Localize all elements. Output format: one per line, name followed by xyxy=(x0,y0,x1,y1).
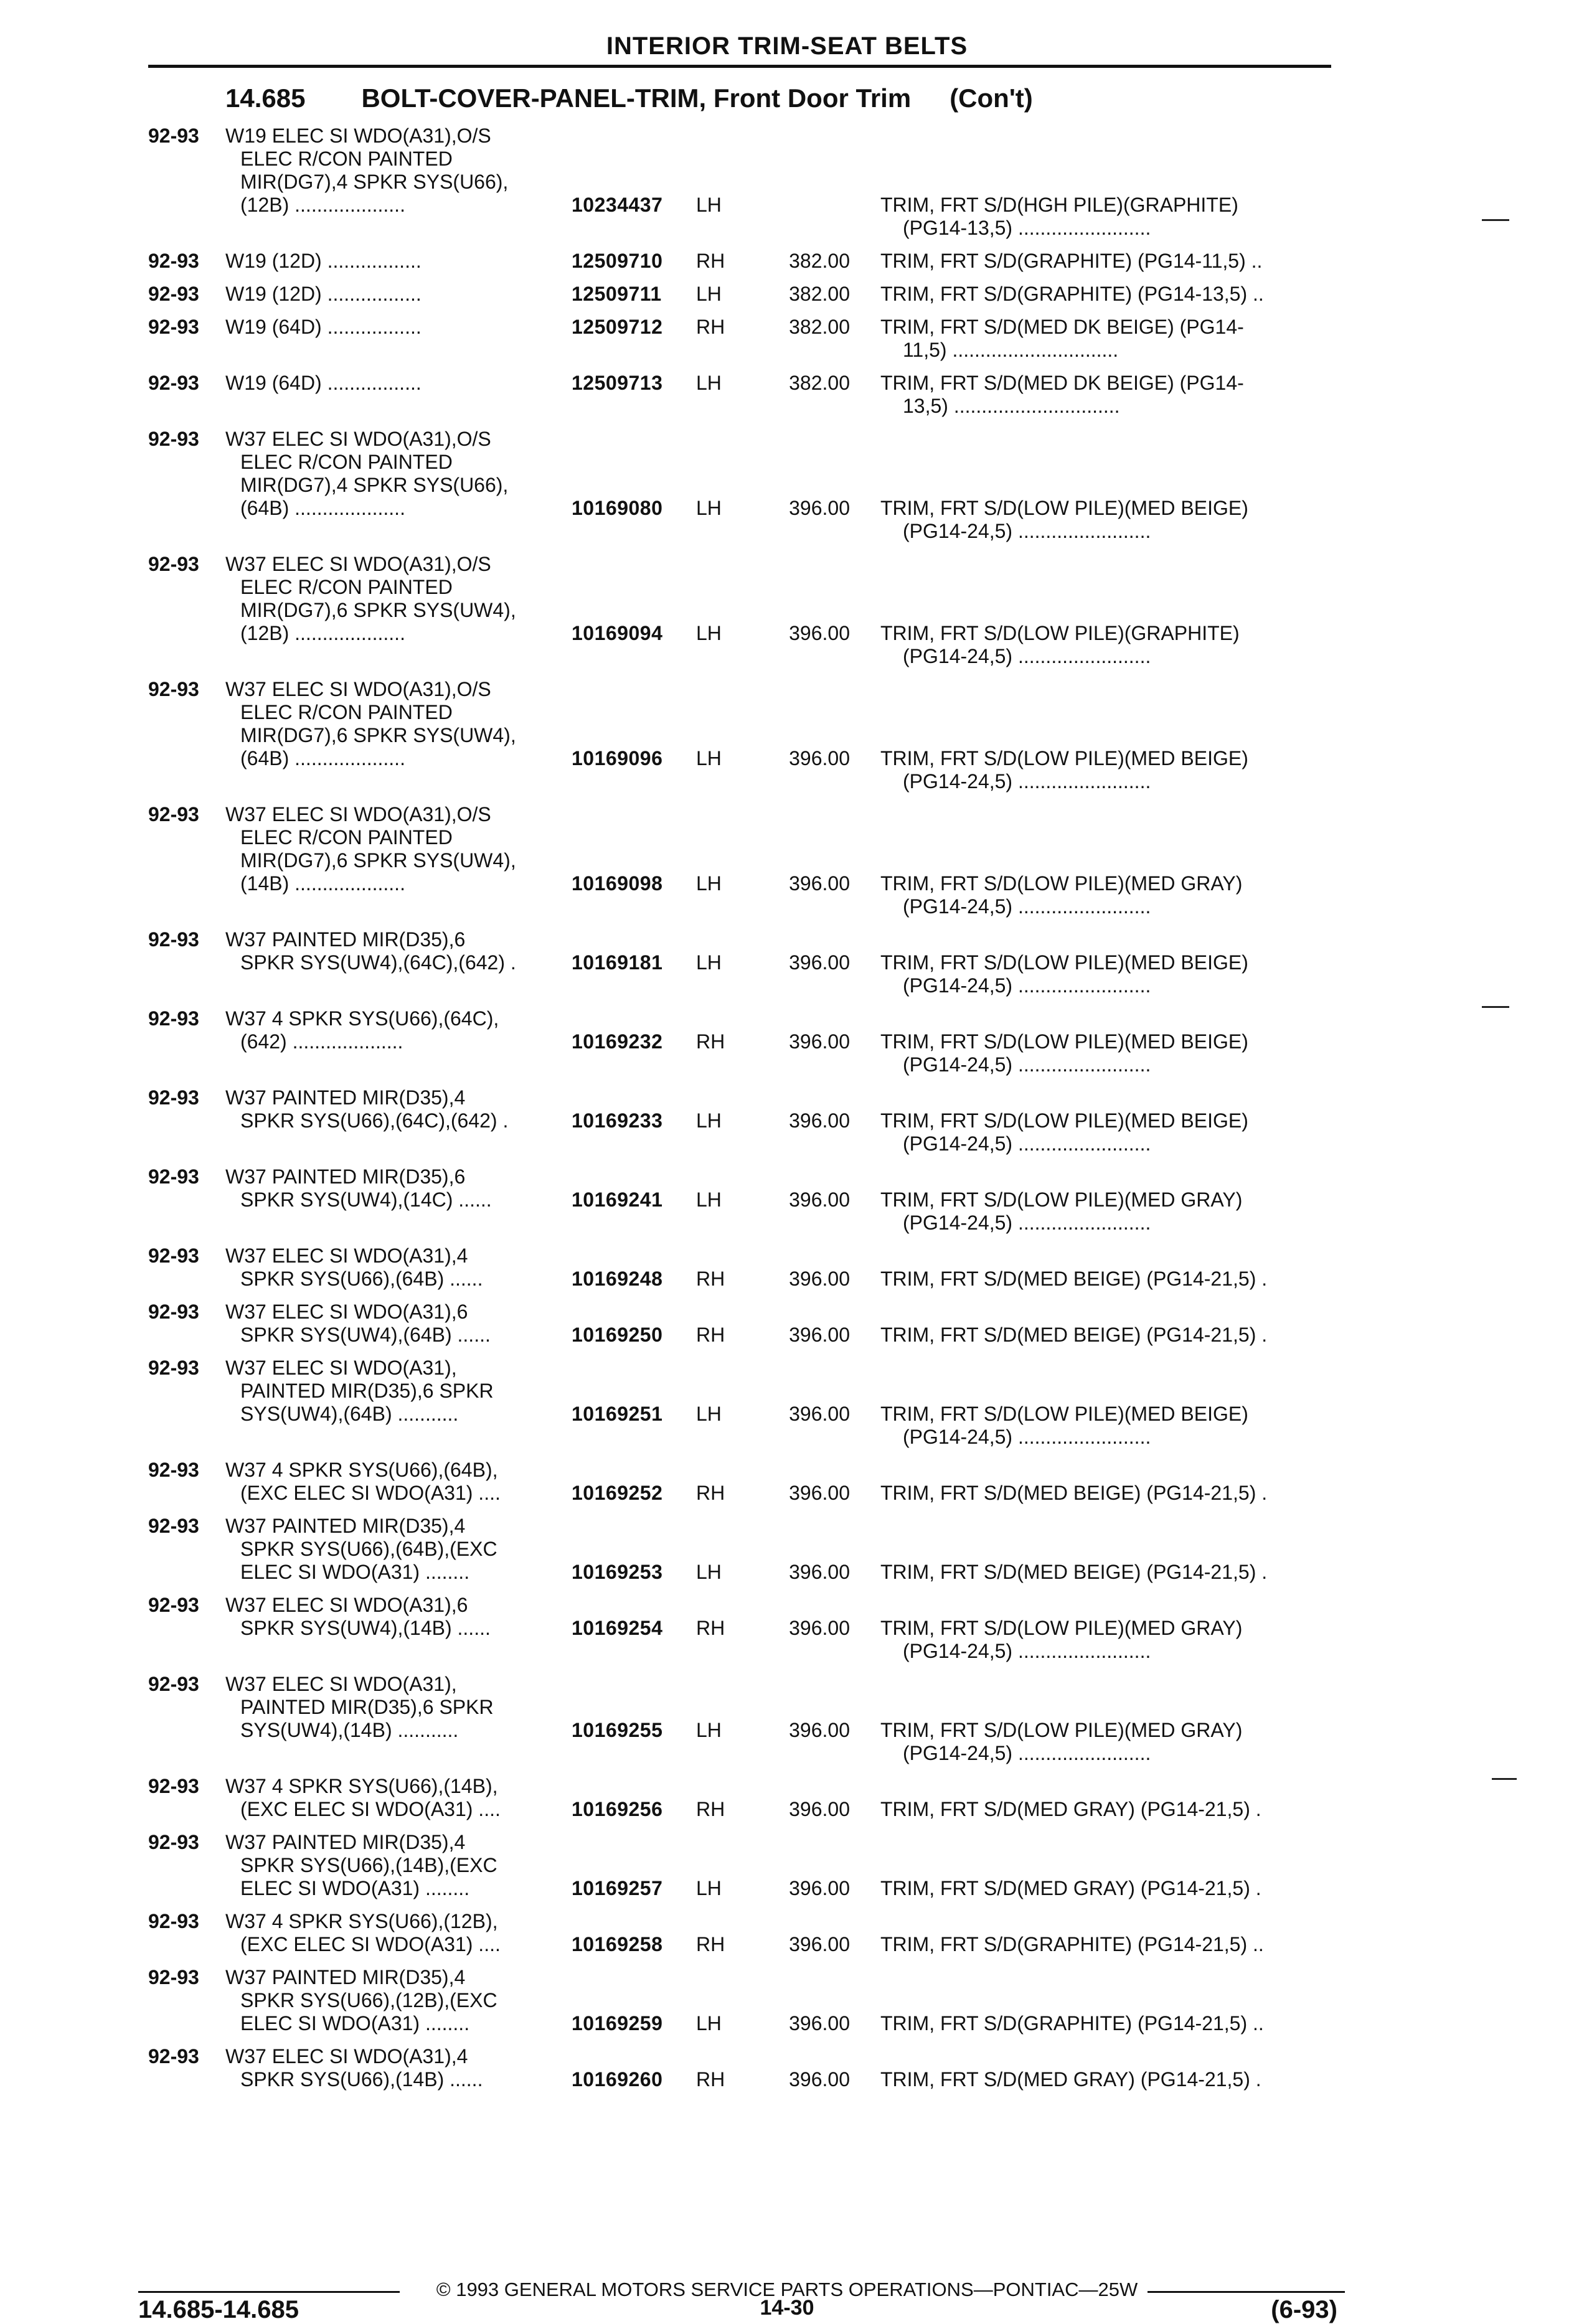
part-description-line: 11,5) .............................. xyxy=(903,339,1119,361)
description-line: W19 (12D) ................. xyxy=(225,250,422,272)
usage-description xyxy=(225,1165,562,1211)
part-number: 10234437 xyxy=(572,194,663,216)
table-row xyxy=(0,1301,1574,1347)
part-description-line: TRIM, FRT S/D(GRAPHITE) (PG14-21,5) .. xyxy=(880,2012,1264,2035)
description-line: ELEC R/CON PAINTED xyxy=(240,576,453,598)
model-year: 92-93 xyxy=(148,1301,199,1323)
side-code: LH xyxy=(696,1188,722,1211)
description-line: W37 PAINTED MIR(D35),6 xyxy=(225,928,466,951)
side-code: RH xyxy=(696,2068,725,2091)
part-description-line: (PG14-13,5) ........................ xyxy=(903,217,1151,239)
description-line: MIR(DG7),6 SPKR SYS(UW4), xyxy=(240,724,516,746)
description-line: W37 ELEC SI WDO(A31),4 xyxy=(225,2045,468,2068)
part-description-line: (PG14-24,5) ........................ xyxy=(903,645,1151,667)
model-year: 92-93 xyxy=(148,1357,199,1379)
description-line: MIR(DG7),6 SPKR SYS(UW4), xyxy=(240,599,516,621)
side-code: RH xyxy=(696,316,725,338)
description-line: W19 (12D) ................. xyxy=(225,283,422,305)
model-year: 92-93 xyxy=(148,1086,199,1109)
price: 396.00 xyxy=(789,1030,850,1053)
model-year: 92-93 xyxy=(148,428,199,450)
side-code: RH xyxy=(696,1798,725,1820)
part-number: 10169096 xyxy=(572,747,663,769)
usage-description xyxy=(225,1673,562,1742)
price: 396.00 xyxy=(789,1719,850,1741)
description-line: SPKR SYS(UW4),(14B) ...... xyxy=(240,1617,491,1639)
side-code: RH xyxy=(696,250,725,272)
part-number: 10169094 xyxy=(572,622,663,644)
description-line: ELEC SI WDO(A31) ........ xyxy=(240,1561,470,1583)
part-description-line: TRIM, FRT S/D(GRAPHITE) (PG14-13,5) .. xyxy=(880,283,1264,305)
side-code: RH xyxy=(696,1617,725,1639)
part-description-line: TRIM, FRT S/D(MED GRAY) (PG14-21,5) . xyxy=(880,2068,1261,2091)
part-description xyxy=(880,1188,1335,1235)
table-row xyxy=(0,1831,1574,1900)
table-row xyxy=(0,1673,1574,1765)
table-row xyxy=(0,678,1574,793)
part-description-line: TRIM, FRT S/D(MED DK BEIGE) (PG14- xyxy=(880,372,1244,394)
description-line: W37 4 SPKR SYS(U66),(64C), xyxy=(225,1007,499,1030)
model-year: 92-93 xyxy=(148,2045,199,2068)
model-year: 92-93 xyxy=(148,678,199,700)
description-line: ELEC SI WDO(A31) ........ xyxy=(240,2012,470,2035)
table-row xyxy=(0,283,1574,306)
side-code: LH xyxy=(696,1109,722,1132)
description-line: W37 ELEC SI WDO(A31),O/S xyxy=(225,803,491,826)
price: 396.00 xyxy=(789,2068,850,2091)
description-line: ELEC R/CON PAINTED xyxy=(240,701,453,723)
usage-description xyxy=(225,928,562,974)
description-line: W37 4 SPKR SYS(U66),(14B), xyxy=(225,1775,498,1797)
part-description-line: TRIM, FRT S/D(MED BEIGE) (PG14-21,5) . xyxy=(880,1324,1268,1346)
model-year: 92-93 xyxy=(148,1673,199,1695)
description-line: W37 ELEC SI WDO(A31), xyxy=(225,1673,457,1695)
usage-description xyxy=(225,316,562,339)
part-description-line: TRIM, FRT S/D(MED BEIGE) (PG14-21,5) . xyxy=(880,1561,1268,1583)
part-description xyxy=(880,1933,1335,1956)
description-line: W37 ELEC SI WDO(A31),6 xyxy=(225,1594,468,1616)
model-year: 92-93 xyxy=(148,372,199,394)
price: 396.00 xyxy=(789,747,850,769)
side-code: LH xyxy=(696,951,722,974)
table-row xyxy=(0,1910,1574,1956)
price: 396.00 xyxy=(789,2012,850,2035)
side-code: LH xyxy=(696,283,722,305)
model-year: 92-93 xyxy=(148,1007,199,1030)
part-description xyxy=(880,1482,1335,1505)
usage-description xyxy=(225,250,562,273)
model-year: 92-93 xyxy=(148,1459,199,1481)
usage-description xyxy=(225,283,562,306)
price: 396.00 xyxy=(789,1109,850,1132)
table-row xyxy=(0,1165,1574,1235)
side-code: LH xyxy=(696,372,722,394)
part-number: 10169257 xyxy=(572,1877,663,1899)
model-year: 92-93 xyxy=(148,1515,199,1537)
part-description xyxy=(880,1877,1335,1900)
usage-description xyxy=(225,1775,562,1821)
part-description-line: TRIM, FRT S/D(LOW PILE)(MED GRAY) xyxy=(880,872,1243,895)
description-line: SYS(UW4),(14B) ........... xyxy=(240,1719,459,1741)
table-row xyxy=(0,1515,1574,1584)
description-line: W37 PAINTED MIR(D35),4 xyxy=(225,1086,466,1109)
part-description xyxy=(880,1030,1335,1076)
part-description xyxy=(880,951,1335,997)
footer-range: 14.685-14.685 xyxy=(138,2296,299,2323)
description-line: W37 ELEC SI WDO(A31),4 xyxy=(225,1244,468,1267)
description-line: W19 ELEC SI WDO(A31),O/S xyxy=(225,125,491,147)
part-number: 10169251 xyxy=(572,1403,663,1425)
part-number: 10169181 xyxy=(572,951,663,974)
description-line: W37 ELEC SI WDO(A31),6 xyxy=(225,1301,468,1323)
part-description xyxy=(880,1561,1335,1584)
table-row xyxy=(0,1459,1574,1505)
part-number: 10169260 xyxy=(572,2068,663,2091)
part-number: 12509712 xyxy=(572,316,663,338)
description-line: MIR(DG7),4 SPKR SYS(U66), xyxy=(240,171,509,193)
part-description xyxy=(880,1403,1335,1449)
part-description-line: TRIM, FRT S/D(LOW PILE)(MED GRAY) xyxy=(880,1617,1243,1639)
price: 396.00 xyxy=(789,1933,850,1955)
usage-description xyxy=(225,1459,562,1505)
side-code: LH xyxy=(696,872,722,895)
part-description xyxy=(880,372,1335,418)
description-line: SPKR SYS(U66),(64B) ...... xyxy=(240,1268,483,1290)
side-code: LH xyxy=(696,2012,722,2035)
part-description xyxy=(880,747,1335,793)
price: 396.00 xyxy=(789,951,850,974)
side-code: LH xyxy=(696,1877,722,1899)
description-line: MIR(DG7),6 SPKR SYS(UW4), xyxy=(240,849,516,872)
table-row xyxy=(0,250,1574,273)
price: 396.00 xyxy=(789,1482,850,1504)
usage-description xyxy=(225,1244,562,1291)
description-line: SPKR SYS(UW4),(14C) ...... xyxy=(240,1188,492,1211)
description-line: (12B) .................... xyxy=(240,194,405,216)
part-description-line: (PG14-24,5) ........................ xyxy=(903,1053,1151,1076)
usage-description xyxy=(225,553,562,645)
part-description-line: TRIM, FRT S/D(LOW PILE)(MED BEIGE) xyxy=(880,951,1248,974)
part-description xyxy=(880,2068,1335,2091)
part-number: 10169250 xyxy=(572,1324,663,1346)
model-year: 92-93 xyxy=(148,250,199,272)
price: 382.00 xyxy=(789,250,850,272)
description-line: (EXC ELEC SI WDO(A31) .... xyxy=(240,1933,501,1955)
side-code: LH xyxy=(696,1719,722,1741)
description-line: PAINTED MIR(D35),6 SPKR xyxy=(240,1696,494,1718)
part-description-line: (PG14-24,5) ........................ xyxy=(903,1132,1151,1155)
table-row xyxy=(0,1007,1574,1076)
part-description-line: TRIM, FRT S/D(HGH PILE)(GRAPHITE) xyxy=(880,194,1238,216)
price: 396.00 xyxy=(789,1324,850,1346)
part-description-line: (PG14-24,5) ........................ xyxy=(903,770,1151,793)
side-code: RH xyxy=(696,1030,725,1053)
margin-mark xyxy=(1482,1006,1509,1008)
part-number: 10169080 xyxy=(572,497,663,519)
margin-mark xyxy=(1492,1778,1517,1780)
side-code: LH xyxy=(696,747,722,769)
price: 396.00 xyxy=(789,1617,850,1639)
parts-list xyxy=(0,125,1574,2101)
description-line: (64B) .................... xyxy=(240,747,405,769)
side-code: LH xyxy=(696,1403,722,1425)
part-description-line: (PG14-24,5) ........................ xyxy=(903,895,1151,918)
part-description-line: (PG14-24,5) ........................ xyxy=(903,1742,1151,1764)
table-row xyxy=(0,1086,1574,1155)
usage-description xyxy=(225,1966,562,2035)
usage-description xyxy=(225,2045,562,2091)
side-code: LH xyxy=(696,1561,722,1583)
part-description-line: (PG14-24,5) ........................ xyxy=(903,1426,1151,1448)
table-row xyxy=(0,928,1574,997)
model-year: 92-93 xyxy=(148,1775,199,1797)
description-line: ELEC R/CON PAINTED xyxy=(240,826,453,849)
price: 396.00 xyxy=(789,497,850,519)
part-description xyxy=(880,1268,1335,1291)
part-description-line: TRIM, FRT S/D(MED GRAY) (PG14-21,5) . xyxy=(880,1877,1261,1899)
price: 396.00 xyxy=(789,1268,850,1290)
part-description-line: TRIM, FRT S/D(MED DK BEIGE) (PG14- xyxy=(880,316,1244,338)
side-code: LH xyxy=(696,622,722,644)
price: 396.00 xyxy=(789,1877,850,1899)
part-number: 10169259 xyxy=(572,2012,663,2035)
part-number: 12509711 xyxy=(572,283,662,305)
part-description-line: TRIM, FRT S/D(GRAPHITE) (PG14-11,5) .. xyxy=(880,250,1263,272)
side-code: RH xyxy=(696,1324,725,1346)
price: 382.00 xyxy=(789,372,850,394)
part-description-line: TRIM, FRT S/D(LOW PILE)(MED GRAY) xyxy=(880,1719,1243,1741)
usage-description xyxy=(225,678,562,770)
description-line: W37 4 SPKR SYS(U66),(12B), xyxy=(225,1910,498,1932)
section-continued: (Con't) xyxy=(950,83,1033,113)
side-code: RH xyxy=(696,1268,725,1290)
table-row xyxy=(0,1775,1574,1821)
page-title: INTERIOR TRIM-SEAT BELTS xyxy=(606,32,968,60)
part-number: 10169255 xyxy=(572,1719,663,1741)
price: 396.00 xyxy=(789,1798,850,1820)
usage-description xyxy=(225,1515,562,1584)
part-description xyxy=(880,872,1335,918)
part-number: 10169253 xyxy=(572,1561,663,1583)
part-number: 10169258 xyxy=(572,1933,663,1955)
table-row xyxy=(0,1244,1574,1291)
description-line: SPKR SYS(UW4),(64C),(642) . xyxy=(240,951,516,974)
margin-mark xyxy=(1482,219,1509,221)
description-line: W37 ELEC SI WDO(A31), xyxy=(225,1357,457,1379)
description-line: (64B) .................... xyxy=(240,497,405,519)
price: 396.00 xyxy=(789,1188,850,1211)
model-year: 92-93 xyxy=(148,803,199,826)
part-number: 10169254 xyxy=(572,1617,663,1639)
part-description-line: 13,5) .............................. xyxy=(903,395,1120,417)
part-number: 10169248 xyxy=(572,1268,663,1290)
part-description xyxy=(880,1798,1335,1821)
usage-description xyxy=(225,1086,562,1132)
part-description-line: TRIM, FRT S/D(LOW PILE)(MED GRAY) xyxy=(880,1188,1243,1211)
part-description-line: TRIM, FRT S/D(LOW PILE)(GRAPHITE) xyxy=(880,622,1240,644)
section-heading xyxy=(225,83,1033,113)
side-code: LH xyxy=(696,194,722,216)
part-description xyxy=(880,1324,1335,1347)
price: 396.00 xyxy=(789,1561,850,1583)
part-number: 12509713 xyxy=(572,372,663,394)
part-description-line: TRIM, FRT S/D(LOW PILE)(MED BEIGE) xyxy=(880,1403,1248,1425)
part-description-line: TRIM, FRT S/D(MED BEIGE) (PG14-21,5) . xyxy=(880,1268,1268,1290)
description-line: (14B) .................... xyxy=(240,872,405,895)
description-line: ELEC SI WDO(A31) ........ xyxy=(240,1877,470,1899)
description-line: SPKR SYS(UW4),(64B) ...... xyxy=(240,1324,491,1346)
part-description xyxy=(880,194,1335,240)
description-line: (EXC ELEC SI WDO(A31) .... xyxy=(240,1482,501,1504)
part-description xyxy=(880,1109,1335,1155)
table-row xyxy=(0,1594,1574,1663)
model-year: 92-93 xyxy=(148,1831,199,1853)
usage-description xyxy=(225,1357,562,1426)
section-name: BOLT-COVER-PANEL-TRIM, Front Door Trim xyxy=(361,83,912,113)
price: 382.00 xyxy=(789,283,850,305)
description-line: ELEC R/CON PAINTED xyxy=(240,451,453,473)
description-line: W37 PAINTED MIR(D35),4 xyxy=(225,1831,466,1853)
usage-description xyxy=(225,1594,562,1640)
part-description-line: TRIM, FRT S/D(GRAPHITE) (PG14-21,5) .. xyxy=(880,1933,1264,1955)
description-line: MIR(DG7),4 SPKR SYS(U66), xyxy=(240,474,509,496)
model-year: 92-93 xyxy=(148,1244,199,1267)
usage-description xyxy=(225,1910,562,1956)
description-line: SPKR SYS(U66),(14B),(EXC xyxy=(240,1854,497,1876)
model-year: 92-93 xyxy=(148,553,199,575)
usage-description xyxy=(225,1301,562,1347)
description-line: ELEC R/CON PAINTED xyxy=(240,148,453,170)
description-line: SPKR SYS(U66),(14B) ...... xyxy=(240,2068,483,2091)
side-code: RH xyxy=(696,1933,725,1955)
table-row xyxy=(0,2045,1574,2091)
part-description xyxy=(880,250,1335,273)
description-line: W37 4 SPKR SYS(U66),(64B), xyxy=(225,1459,498,1481)
model-year: 92-93 xyxy=(148,1594,199,1616)
description-line: W37 PAINTED MIR(D35),6 xyxy=(225,1165,466,1188)
part-number: 10169233 xyxy=(572,1109,663,1132)
table-row xyxy=(0,372,1574,418)
part-description xyxy=(880,622,1335,668)
description-line: W37 ELEC SI WDO(A31),O/S xyxy=(225,553,491,575)
part-description xyxy=(880,283,1335,306)
part-description-line: (PG14-24,5) ........................ xyxy=(903,1211,1151,1234)
part-number: 10169098 xyxy=(572,872,663,895)
model-year: 92-93 xyxy=(148,1966,199,1988)
price: 396.00 xyxy=(789,872,850,895)
section-number: 14.685 xyxy=(225,83,306,113)
table-row xyxy=(0,125,1574,240)
part-description-line: (PG14-24,5) ........................ xyxy=(903,1640,1151,1662)
description-line: PAINTED MIR(D35),6 SPKR xyxy=(240,1380,494,1402)
model-year: 92-93 xyxy=(148,316,199,338)
description-line: (642) .................... xyxy=(240,1030,403,1053)
description-line: SPKR SYS(U66),(64C),(642) . xyxy=(240,1109,509,1132)
header-rule xyxy=(148,65,1331,68)
usage-description xyxy=(225,372,562,395)
part-description-line: TRIM, FRT S/D(LOW PILE)(MED BEIGE) xyxy=(880,1109,1248,1132)
part-number: 10169241 xyxy=(572,1188,663,1211)
model-year: 92-93 xyxy=(148,1910,199,1932)
price: 382.00 xyxy=(789,316,850,338)
footer-date: (6-93) xyxy=(1271,2296,1337,2323)
model-year: 92-93 xyxy=(148,1165,199,1188)
table-row xyxy=(0,316,1574,362)
footer-page-number: 14-30 xyxy=(760,2296,814,2320)
usage-description xyxy=(225,803,562,895)
footer-copyright: © 1993 GENERAL MOTORS SERVICE PARTS OPERATIONS—PONTIAC—25W xyxy=(426,2279,1148,2300)
side-code: RH xyxy=(696,1482,725,1504)
description-line: (EXC ELEC SI WDO(A31) .... xyxy=(240,1798,501,1820)
part-description-line: (PG14-24,5) ........................ xyxy=(903,520,1151,542)
part-description-line: TRIM, FRT S/D(LOW PILE)(MED BEIGE) xyxy=(880,497,1248,519)
part-description xyxy=(880,1617,1335,1663)
model-year: 92-93 xyxy=(148,928,199,951)
table-row xyxy=(0,1966,1574,2035)
part-description-line: TRIM, FRT S/D(MED GRAY) (PG14-21,5) . xyxy=(880,1798,1261,1820)
usage-description xyxy=(225,428,562,520)
description-line: SPKR SYS(U66),(12B),(EXC xyxy=(240,1989,497,2011)
table-row xyxy=(0,428,1574,543)
side-code: LH xyxy=(696,497,722,519)
part-description-line: TRIM, FRT S/D(LOW PILE)(MED BEIGE) xyxy=(880,747,1248,769)
part-description xyxy=(880,1719,1335,1765)
part-number: 10169256 xyxy=(572,1798,663,1820)
part-number: 10169232 xyxy=(572,1030,663,1053)
table-row xyxy=(0,803,1574,918)
description-line: W19 (64D) ................. xyxy=(225,316,422,338)
description-line: SPKR SYS(U66),(64B),(EXC xyxy=(240,1538,497,1560)
model-year: 92-93 xyxy=(148,283,199,305)
usage-description xyxy=(225,1007,562,1053)
usage-description xyxy=(225,1831,562,1900)
part-description xyxy=(880,2012,1335,2035)
description-line: W37 PAINTED MIR(D35),4 xyxy=(225,1515,466,1537)
part-description-line: TRIM, FRT S/D(MED BEIGE) (PG14-21,5) . xyxy=(880,1482,1268,1504)
description-line: W19 (64D) ................. xyxy=(225,372,422,394)
description-line: SYS(UW4),(64B) ........... xyxy=(240,1403,459,1425)
part-description xyxy=(880,316,1335,362)
table-row xyxy=(0,1357,1574,1449)
usage-description xyxy=(225,125,562,217)
part-number: 12509710 xyxy=(572,250,663,272)
part-description xyxy=(880,497,1335,543)
part-description-line: (PG14-24,5) ........................ xyxy=(903,974,1151,997)
description-line: W37 ELEC SI WDO(A31),O/S xyxy=(225,428,491,450)
table-row xyxy=(0,553,1574,668)
description-line: W37 ELEC SI WDO(A31),O/S xyxy=(225,678,491,700)
part-description-line: TRIM, FRT S/D(LOW PILE)(MED BEIGE) xyxy=(880,1030,1248,1053)
description-line: W37 PAINTED MIR(D35),4 xyxy=(225,1966,466,1988)
model-year: 92-93 xyxy=(148,125,199,147)
description-line: (12B) .................... xyxy=(240,622,405,644)
price: 396.00 xyxy=(789,622,850,644)
price: 396.00 xyxy=(789,1403,850,1425)
part-number: 10169252 xyxy=(572,1482,663,1504)
